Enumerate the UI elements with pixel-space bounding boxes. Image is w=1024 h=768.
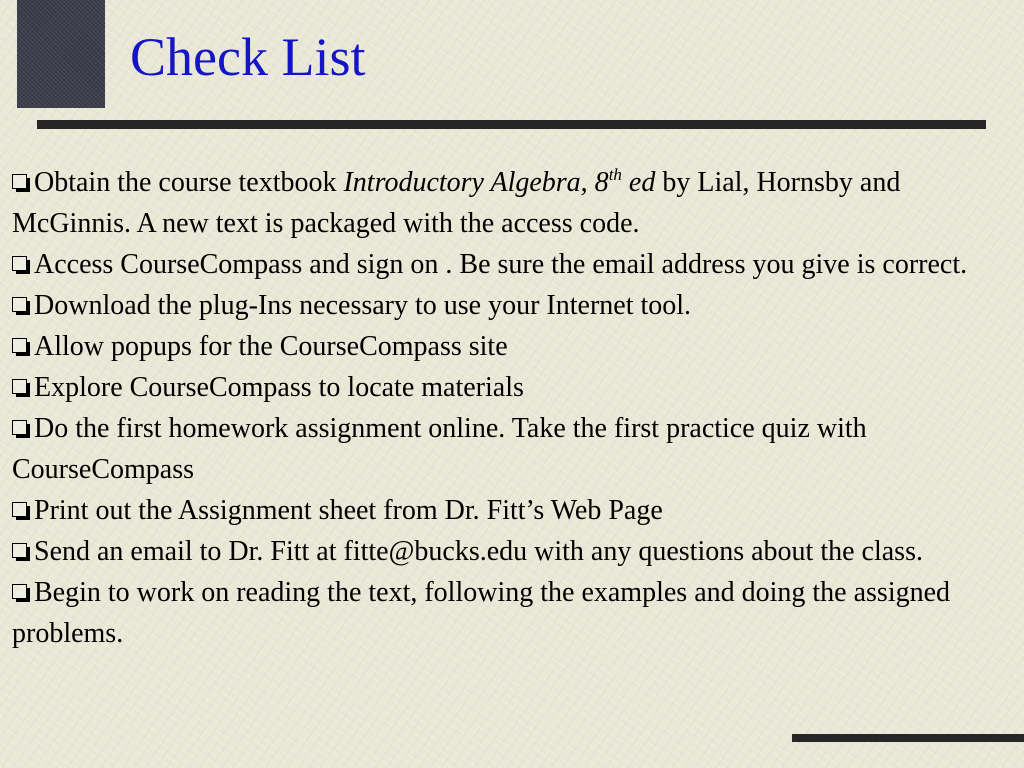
checklist-item-download-plugins (12, 285, 972, 326)
checkbox-icon (12, 338, 30, 356)
checklist-item-begin-reading (12, 572, 972, 654)
checklist-item-access-coursecompass (12, 244, 972, 285)
checklist-item-first-homework (12, 408, 972, 490)
checklist-item-print-assignment (12, 490, 972, 531)
item-text: Allow popups for the CourseCompass site (34, 331, 508, 362)
checkbox-icon (12, 584, 30, 602)
checkbox-icon (12, 174, 30, 192)
item-text: Obtain the course textbook (34, 167, 344, 198)
item-text: Explore CourseCompass to locate materials (34, 372, 524, 403)
checklist-item-allow-popups (12, 326, 972, 367)
item-text: Send an email to Dr. Fitt at fitte@bucks.edu with any questions about the class. (34, 536, 923, 567)
checkbox-icon (12, 420, 30, 438)
item-text: Do the first homework assignment online. Take the first practice quiz with CourseCompass (12, 413, 867, 485)
item-text-continued: by Lial, Hornsby and McGinnis. A new text is packaged with the access code. (12, 167, 901, 239)
item-text: Print out the Assignment sheet from Dr. Fitt’s Web Page (34, 495, 663, 526)
checklist-item-explore (12, 367, 972, 408)
checklist (12, 162, 972, 654)
checkbox-icon (12, 543, 30, 561)
slide-title: Check List (130, 27, 366, 87)
checkbox-icon (12, 502, 30, 520)
edition-superscript: th (608, 165, 622, 184)
footer-divider-rule (792, 734, 1024, 742)
item-text: Access CourseCompass and sign on . Be sure the email address you give is correct. (34, 249, 968, 280)
checklist-item-send-email (12, 531, 972, 572)
checkbox-icon (12, 297, 30, 315)
corner-decoration-block (17, 0, 105, 108)
checklist-item-textbook (12, 162, 972, 244)
item-text: Begin to work on reading the text, following the examples and doing the assigned problems. (12, 577, 951, 649)
edition-label: ed (621, 167, 656, 198)
checkbox-icon (12, 256, 30, 274)
item-text: Download the plug-Ins necessary to use your Internet tool. (34, 290, 692, 321)
title-divider-rule (37, 120, 986, 129)
checkbox-icon (12, 379, 30, 397)
book-title: Introductory Algebra, 8 (343, 167, 609, 198)
